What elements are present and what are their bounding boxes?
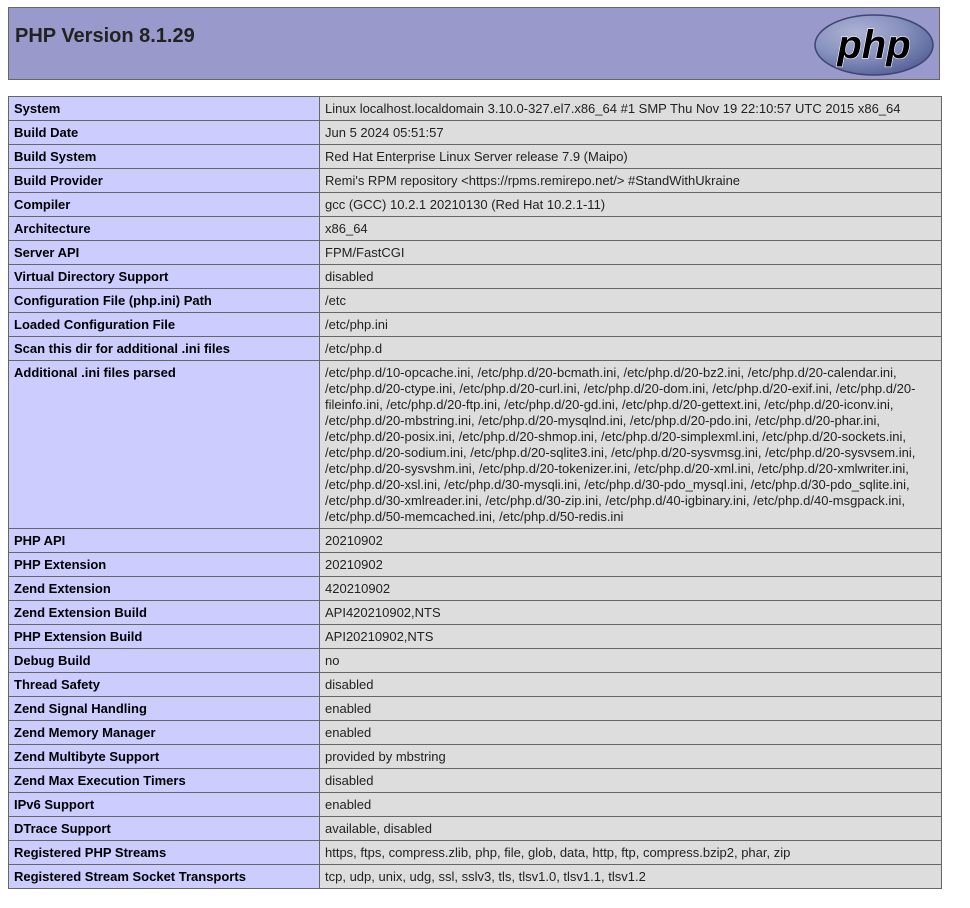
row-value: Remi's RPM repository <https://rpms.remirepo.net/> #StandWithUkraine bbox=[320, 169, 942, 193]
row-value: API20210902,NTS bbox=[320, 625, 942, 649]
table-row bbox=[9, 289, 942, 313]
row-key: Zend Memory Manager bbox=[9, 721, 320, 745]
page-title: PHP Version 8.1.29 bbox=[15, 25, 195, 47]
row-value: Jun 5 2024 05:51:57 bbox=[320, 121, 942, 145]
table-row bbox=[9, 817, 942, 841]
row-value: no bbox=[320, 649, 942, 673]
table-row bbox=[9, 697, 942, 721]
row-key: Compiler bbox=[9, 193, 320, 217]
row-key: Build Date bbox=[9, 121, 320, 145]
row-value: Red Hat Enterprise Linux Server release 7.9 (Maipo) bbox=[320, 145, 942, 169]
table-row bbox=[9, 145, 942, 169]
system-info-body bbox=[9, 97, 942, 889]
row-key: DTrace Support bbox=[9, 817, 320, 841]
row-key: Zend Extension bbox=[9, 577, 320, 601]
table-row bbox=[9, 529, 942, 553]
row-key: Virtual Directory Support bbox=[9, 265, 320, 289]
table-row bbox=[9, 97, 942, 121]
table-row bbox=[9, 169, 942, 193]
row-key: Zend Multibyte Support bbox=[9, 745, 320, 769]
row-key: Loaded Configuration File bbox=[9, 313, 320, 337]
php-version-header bbox=[8, 7, 940, 80]
table-row bbox=[9, 361, 942, 529]
table-row bbox=[9, 241, 942, 265]
row-value: 420210902 bbox=[320, 577, 942, 601]
table-row bbox=[9, 769, 942, 793]
row-value: https, ftps, compress.zlib, php, file, glob, data, http, ftp, compress.bzip2, phar, zip bbox=[320, 841, 942, 865]
row-value: /etc bbox=[320, 289, 942, 313]
table-row bbox=[9, 721, 942, 745]
row-value: 20210902 bbox=[320, 553, 942, 577]
table-row bbox=[9, 313, 942, 337]
table-row bbox=[9, 673, 942, 697]
row-key: PHP Extension Build bbox=[9, 625, 320, 649]
row-key: PHP API bbox=[9, 529, 320, 553]
php-logo[interactable] bbox=[813, 13, 935, 77]
row-key: Configuration File (php.ini) Path bbox=[9, 289, 320, 313]
row-value: 20210902 bbox=[320, 529, 942, 553]
table-row bbox=[9, 217, 942, 241]
table-row bbox=[9, 193, 942, 217]
row-key: Additional .ini files parsed bbox=[9, 361, 320, 529]
table-row bbox=[9, 553, 942, 577]
table-row bbox=[9, 745, 942, 769]
row-key: Zend Extension Build bbox=[9, 601, 320, 625]
system-info-table bbox=[8, 96, 942, 889]
row-key: Architecture bbox=[9, 217, 320, 241]
table-row bbox=[9, 121, 942, 145]
table-row bbox=[9, 793, 942, 817]
row-value: Linux localhost.localdomain 3.10.0-327.el7.x86_64 #1 SMP Thu Nov 19 22:10:57 UTC 2015 x86_64 bbox=[320, 97, 942, 121]
row-key: Registered PHP Streams bbox=[9, 841, 320, 865]
row-value: enabled bbox=[320, 793, 942, 817]
row-value: /etc/php.d/10-opcache.ini, /etc/php.d/20-bcmath.ini, /etc/php.d/20-bz2.ini, /etc/php.d/20-calendar.ini, /etc/php.d/20-ctype.ini, /etc/php.d/20-curl.ini, /etc/php.d/20-dom.ini, /etc/php.d/20-exif.ini, /etc/php.d/20-fileinfo.ini, /etc/php.d/20-ftp.ini, /etc/php.d/20-gd.ini, /etc/php.d/20-gettext.ini, /etc/php.d/20-iconv.ini, /etc/php.d/20-mbstring.ini, /etc/php.d/20-mysqlnd.ini, /etc/php.d/20-pdo.ini, /etc/php.d/20-phar.ini, /etc/php.d/20-posix.ini, /etc/php.d/20-shmop.ini, /etc/php.d/20-simplexml.ini, /etc/php.d/20-sockets.ini, /etc/php.d/20-sodium.ini, /etc/php.d/20-sqlite3.ini, /etc/php.d/20-sysvmsg.ini, /etc/php.d/20-sysvsem.ini, /etc/php.d/20-sysvshm.ini, /etc/php.d/20-tokenizer.ini, /etc/php.d/20-xml.ini, /etc/php.d/20-xmlwriter.ini, /etc/php.d/20-xsl.ini, /etc/php.d/30-mysqli.ini, /etc/php.d/30-pdo_mysql.ini, /etc/php.d/30-pdo_sqlite.ini, /etc/php.d/30-xmlreader.ini, /etc/php.d/30-zip.ini, /etc/php.d/40-igbinary.ini, /etc/php.d/40-msgpack.ini, /etc/php.d/50-memcached.ini, /etc/php.d/50-redis.ini bbox=[320, 361, 942, 529]
table-row bbox=[9, 601, 942, 625]
row-key: IPv6 Support bbox=[9, 793, 320, 817]
row-value: x86_64 bbox=[320, 217, 942, 241]
table-row bbox=[9, 865, 942, 889]
row-key: Debug Build bbox=[9, 649, 320, 673]
row-value: available, disabled bbox=[320, 817, 942, 841]
row-key: Build Provider bbox=[9, 169, 320, 193]
row-key: Build System bbox=[9, 145, 320, 169]
row-value: FPM/FastCGI bbox=[320, 241, 942, 265]
table-row bbox=[9, 265, 942, 289]
table-row bbox=[9, 625, 942, 649]
table-row bbox=[9, 649, 942, 673]
table-row bbox=[9, 337, 942, 361]
php-logo-text: php bbox=[837, 23, 911, 67]
row-key: Registered Stream Socket Transports bbox=[9, 865, 320, 889]
row-value: gcc (GCC) 10.2.1 20210130 (Red Hat 10.2.1-11) bbox=[320, 193, 942, 217]
row-key: Scan this dir for additional .ini files bbox=[9, 337, 320, 361]
row-value: disabled bbox=[320, 769, 942, 793]
row-key: Zend Signal Handling bbox=[9, 697, 320, 721]
row-value: provided by mbstring bbox=[320, 745, 942, 769]
row-key: System bbox=[9, 97, 320, 121]
row-value: tcp, udp, unix, udg, ssl, sslv3, tls, tlsv1.0, tlsv1.1, tlsv1.2 bbox=[320, 865, 942, 889]
row-key: Thread Safety bbox=[9, 673, 320, 697]
row-value: enabled bbox=[320, 721, 942, 745]
row-value: /etc/php.d bbox=[320, 337, 942, 361]
table-row bbox=[9, 841, 942, 865]
row-value: API420210902,NTS bbox=[320, 601, 942, 625]
row-value: enabled bbox=[320, 697, 942, 721]
row-key: Zend Max Execution Timers bbox=[9, 769, 320, 793]
row-key: PHP Extension bbox=[9, 553, 320, 577]
row-key: Server API bbox=[9, 241, 320, 265]
row-value: /etc/php.ini bbox=[320, 313, 942, 337]
row-value: disabled bbox=[320, 265, 942, 289]
row-value: disabled bbox=[320, 673, 942, 697]
table-row bbox=[9, 577, 942, 601]
